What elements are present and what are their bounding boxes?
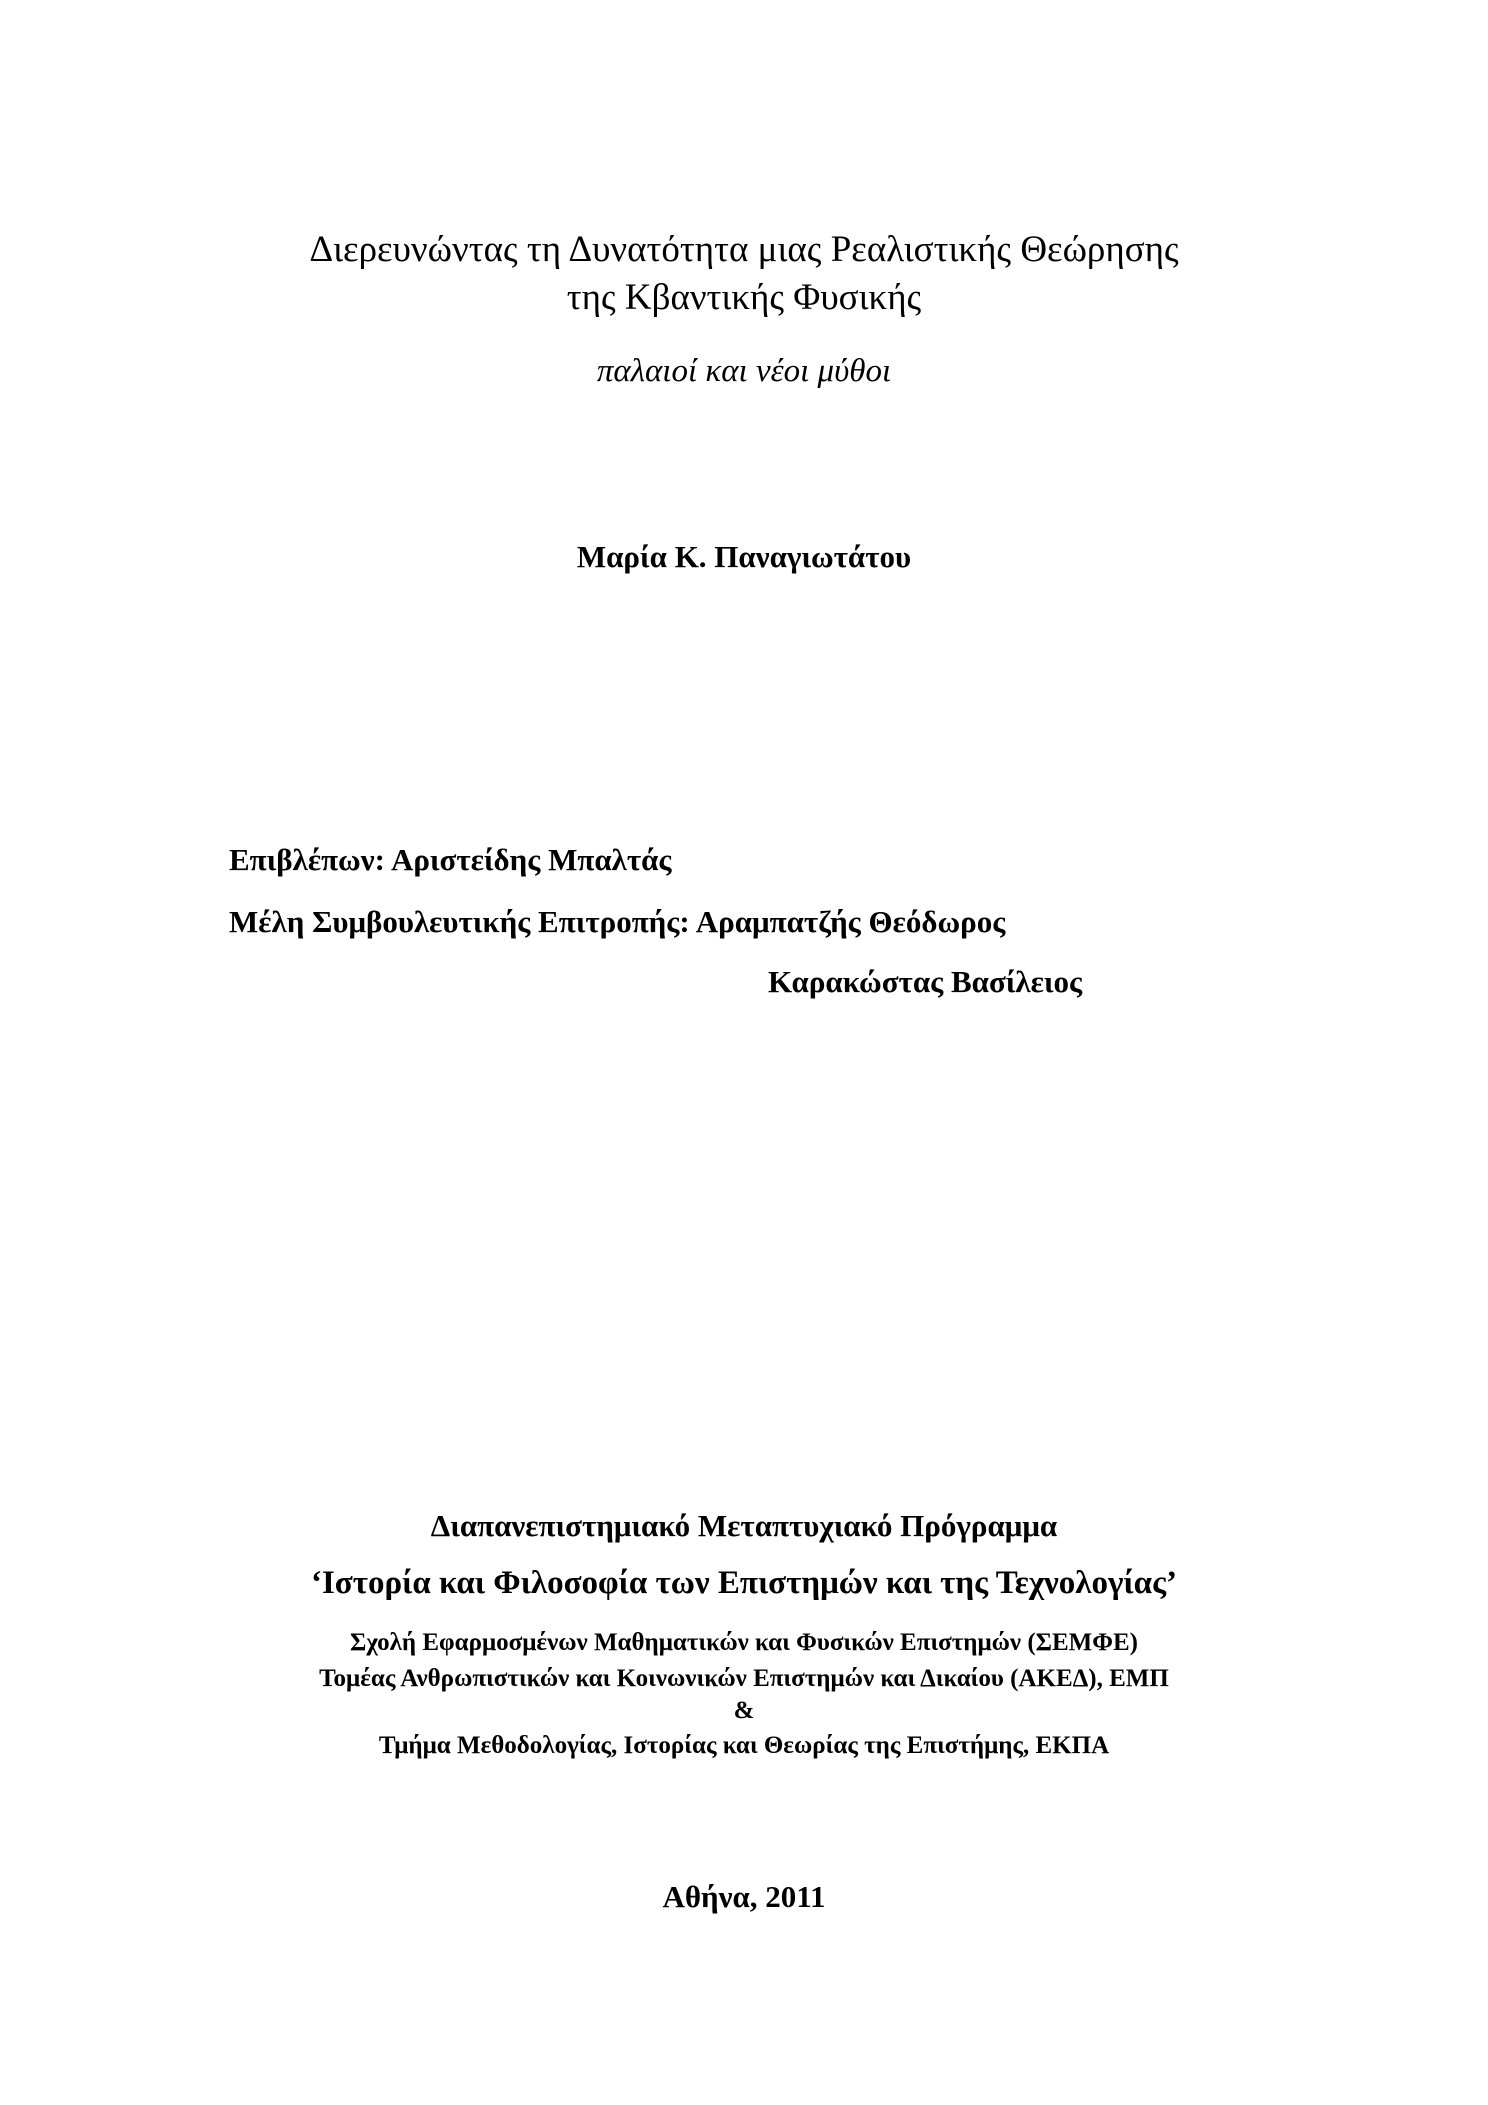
- school-line: Σχολή Εφαρμοσμένων Μαθηματικών και Φυσικών Επιστημών (ΣΕΜΦΕ): [349, 1629, 1139, 1656]
- author-name: Μαρία Κ. Παναγιωτάτου: [576, 539, 912, 574]
- subtitle: παλαιοί και νέοι μύθοι: [596, 353, 892, 389]
- department-line: Τμήμα Μεθοδολογίας, Ιστορίας και Θεωρίας της Επιστήμης, ΕΚΠΑ: [378, 1732, 1110, 1759]
- program-name: Διαπανεπιστημιακό Μεταπτυχιακό Πρόγραμμα: [430, 1508, 1058, 1543]
- committee-member-1: Αραμπατζής Θεόδωρος: [695, 904, 1006, 939]
- title-line-1: Διερευνώντας τη Δυνατότητα μιας Ρεαλιστικής Θεώρησης: [309, 229, 1179, 270]
- ampersand: &: [733, 1697, 755, 1724]
- place-date: Αθήνα, 2011: [662, 1879, 826, 1914]
- program-title: ‘Ιστορία και Φιλοσοφία των Επιστημών και της Τεχνολογίας’: [310, 1565, 1178, 1601]
- sector-line: Τομέας Ανθρωπιστικών και Κοινωνικών Επιστημών και Δικαίου (ΑΚΕΔ), ΕΜΠ: [319, 1665, 1169, 1692]
- supervisor-name: Αριστείδης Μπαλτάς: [390, 842, 672, 877]
- title-line-2: της Κβαντικής Φυσικής: [566, 277, 922, 318]
- supervisor-label: Επιβλέπων:: [229, 842, 385, 877]
- committee-members-label: Μέλη Συμβουλευτικής Επιτροπής:: [229, 904, 690, 939]
- committee-member-2: Καρακώστας Βασίλειος: [768, 964, 1083, 999]
- supervisor-line: [229, 842, 672, 878]
- committee-members-line: [229, 904, 1005, 940]
